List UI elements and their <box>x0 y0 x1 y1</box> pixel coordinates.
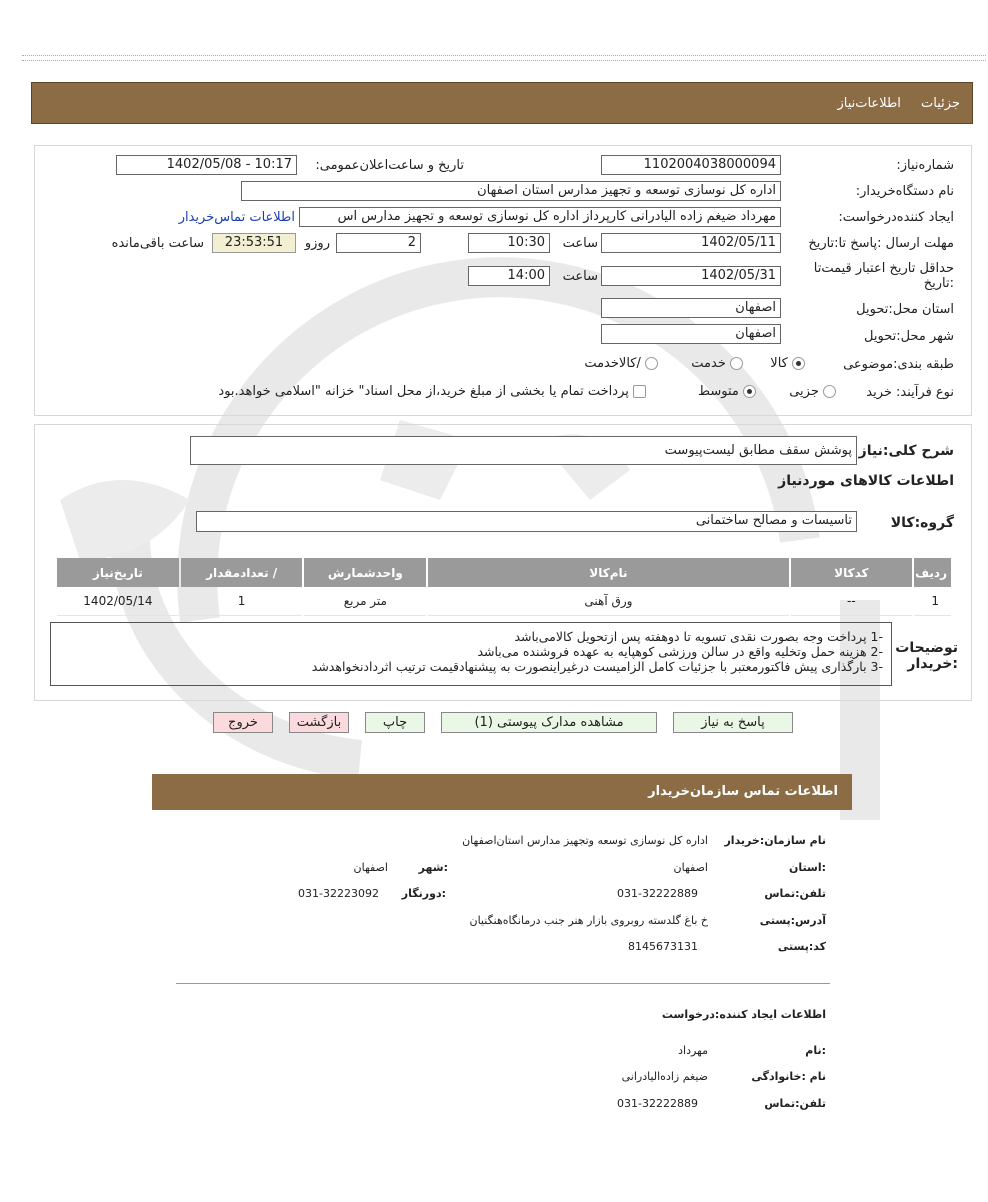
category-label: طبقه بندی:موضوعی <box>843 357 954 372</box>
group-label: گروه:کالا <box>890 515 954 531</box>
desc-label: شرح کلی:نیاز <box>858 443 954 459</box>
address-label: آدرس:پستی <box>759 914 826 927</box>
exit-button[interactable]: خروج <box>213 712 273 733</box>
process-minor-option[interactable]: جزیی <box>789 384 836 399</box>
city-label: شهر محل:تحویل <box>864 329 954 344</box>
section-divider <box>176 983 830 984</box>
radio-icon[interactable] <box>645 357 658 370</box>
desc-field: پوشش سقف مطابق لیست‌پیوست <box>190 436 857 465</box>
goods-table <box>55 558 953 616</box>
creator-family-value: ضیغم زاده‌الیادرانی <box>621 1070 708 1083</box>
city-field: اصفهان <box>601 324 781 344</box>
category-service-option[interactable]: خدمت <box>691 356 743 371</box>
group-field: تاسیسات و مصالح ساختمانی <box>196 511 857 532</box>
need-number-label: شماره‌نیاز: <box>896 158 954 173</box>
postal-label: کد:پستی <box>777 940 826 953</box>
goods-info-title: اطلاعات کالاهای موردنیاز <box>778 473 954 489</box>
note-line: -2 هزینه حمل وتخلیه واقع در سالن ورزشی کوهپایه به عهده فروشنده می‌باشد <box>477 644 883 659</box>
deadline-date-field: 1402/05/11 <box>601 233 781 253</box>
col-date: تاریخ‌نیاز <box>57 558 179 587</box>
creator-name-value: مهرداد <box>678 1044 708 1057</box>
creator-name-label: :نام <box>805 1044 826 1057</box>
org-value: اداره کل نوسازی توسعه وتجهیز مدارس استان‌اصفهان <box>462 834 708 847</box>
contact-city-value: اصفهان <box>353 861 388 874</box>
top-divider <box>22 55 986 61</box>
deadline-time-label: ساعت <box>562 236 598 251</box>
checkbox-icon[interactable] <box>633 385 646 398</box>
validity-time-label: ساعت <box>562 269 598 284</box>
radio-icon[interactable] <box>730 357 743 370</box>
contact-province-label: :استان <box>789 861 826 874</box>
buyer-notes <box>50 622 892 686</box>
notes-label: توضیحات :خریدار <box>895 640 958 672</box>
tab-need-info[interactable]: اطلاعات‌نیاز <box>837 96 901 111</box>
days-field: 2 <box>336 233 421 253</box>
category-goods-option[interactable]: کالا <box>770 356 805 371</box>
contact-province-value: اصفهان <box>673 861 708 874</box>
need-number-field: 1102004038000094 <box>601 155 781 175</box>
process-medium-option[interactable]: متوسط <box>698 384 756 399</box>
fax-value: 031-32223092 <box>298 887 379 900</box>
col-quantity: / تعدادمقدار <box>181 558 303 587</box>
contact-section-header: اطلاعات تماس سازمان‌خریدار <box>152 774 852 810</box>
validity-date-field: 1402/05/31 <box>601 266 781 286</box>
creator-section-title: اطلاعات ایجاد کننده:درخواست <box>661 1008 826 1021</box>
contact-phone-value: 031-32222889 <box>617 887 698 900</box>
contact-city-label: :شهر <box>418 861 448 874</box>
creator-phone-value: 031-32222889 <box>617 1097 698 1110</box>
province-field: اصفهان <box>601 298 781 318</box>
note-line: -3 بارگذاری پیش فاکتورمعتبر با جزئیات کامل الزامیست درغیراینصورت به پیشنهادقیمت ترتیب اثردادنخواهدشد <box>311 659 883 674</box>
announce-field: 1402/05/08 - 10:17 <box>116 155 297 175</box>
table-row: 1 -- ورق آهنی متر مربع 1 1402/05/14 <box>57 587 951 616</box>
validity-label: حداقل تاریخ اعتبار قیمت‌تا :تاریخ <box>813 261 954 291</box>
fax-label: :دورنگار <box>401 887 446 900</box>
attachments-button[interactable]: مشاهده مدارک پیوستی (1) <box>441 712 657 733</box>
reply-button[interactable]: پاسخ به نیاز <box>673 712 793 733</box>
remaining-label: ساعت باقی‌مانده <box>111 236 204 251</box>
radio-icon[interactable] <box>823 385 836 398</box>
col-code: کدکالا <box>791 558 913 587</box>
validity-time-field: 14:00 <box>468 266 550 286</box>
address-value: خ باغ گلدسته روبروی بازار هنر جنب درمانگاه‌هنگنیان <box>469 914 708 927</box>
deadline-time-field: 10:30 <box>468 233 550 253</box>
announce-label: تاریخ و ساعت‌اعلان‌عمومی: <box>315 158 464 173</box>
radio-icon[interactable] <box>743 385 756 398</box>
creator-family-label: نام :خانوادگی <box>751 1070 826 1083</box>
col-unit: واحدشمارش <box>304 558 426 587</box>
postal-value: 8145673131 <box>628 940 698 953</box>
remaining-timer: 23:53:51 <box>212 233 296 253</box>
col-name: نام‌کالا <box>428 558 788 587</box>
creator-phone-label: تلفن:تماس <box>764 1097 826 1110</box>
note-line: -1 پرداخت وجه بصورت نقدی تسویه تا دوهفته پس ازتحویل کالامی‌باشد <box>514 629 883 644</box>
page-header <box>31 82 973 124</box>
print-button[interactable]: چاپ <box>365 712 425 733</box>
org-label: نام سازمان:خریدار <box>724 834 826 847</box>
buyer-org-label: نام دستگاه‌خریدار: <box>855 184 954 199</box>
creator-label: ایجاد کننده‌درخواست: <box>838 210 954 225</box>
process-label: نوع فرآیند: خرید <box>866 385 954 400</box>
province-label: استان محل:تحویل <box>856 302 954 317</box>
back-button[interactable]: بازگشت <box>289 712 349 733</box>
treasury-checkbox-option[interactable]: پرداخت تمام یا بخشی از مبلغ خرید،از محل اسناد" خزانه "اسلامی خواهد.بود <box>218 384 646 399</box>
radio-icon[interactable] <box>792 357 805 370</box>
tab-details[interactable]: جزئیات <box>921 96 960 111</box>
deadline-label: مهلت ارسال :پاسخ تا:تاریخ <box>808 236 954 251</box>
buyer-contact-link[interactable]: اطلاعات تماس‌خریدار <box>178 210 295 225</box>
buyer-org-field: اداره کل نوسازی توسعه و تجهیز مدارس استان اصفهان <box>241 181 781 201</box>
days-label: روزو <box>304 236 330 251</box>
col-row: ردیف <box>914 558 951 587</box>
contact-phone-label: تلفن:تماس <box>764 887 826 900</box>
creator-field: مهرداد ضیغم زاده الیادرانی کارپرداز اداره کل نوسازی توسعه و تجهیز مدارس اس <box>299 207 781 227</box>
category-goods-service-option[interactable]: /کالاخدمت <box>584 356 658 371</box>
